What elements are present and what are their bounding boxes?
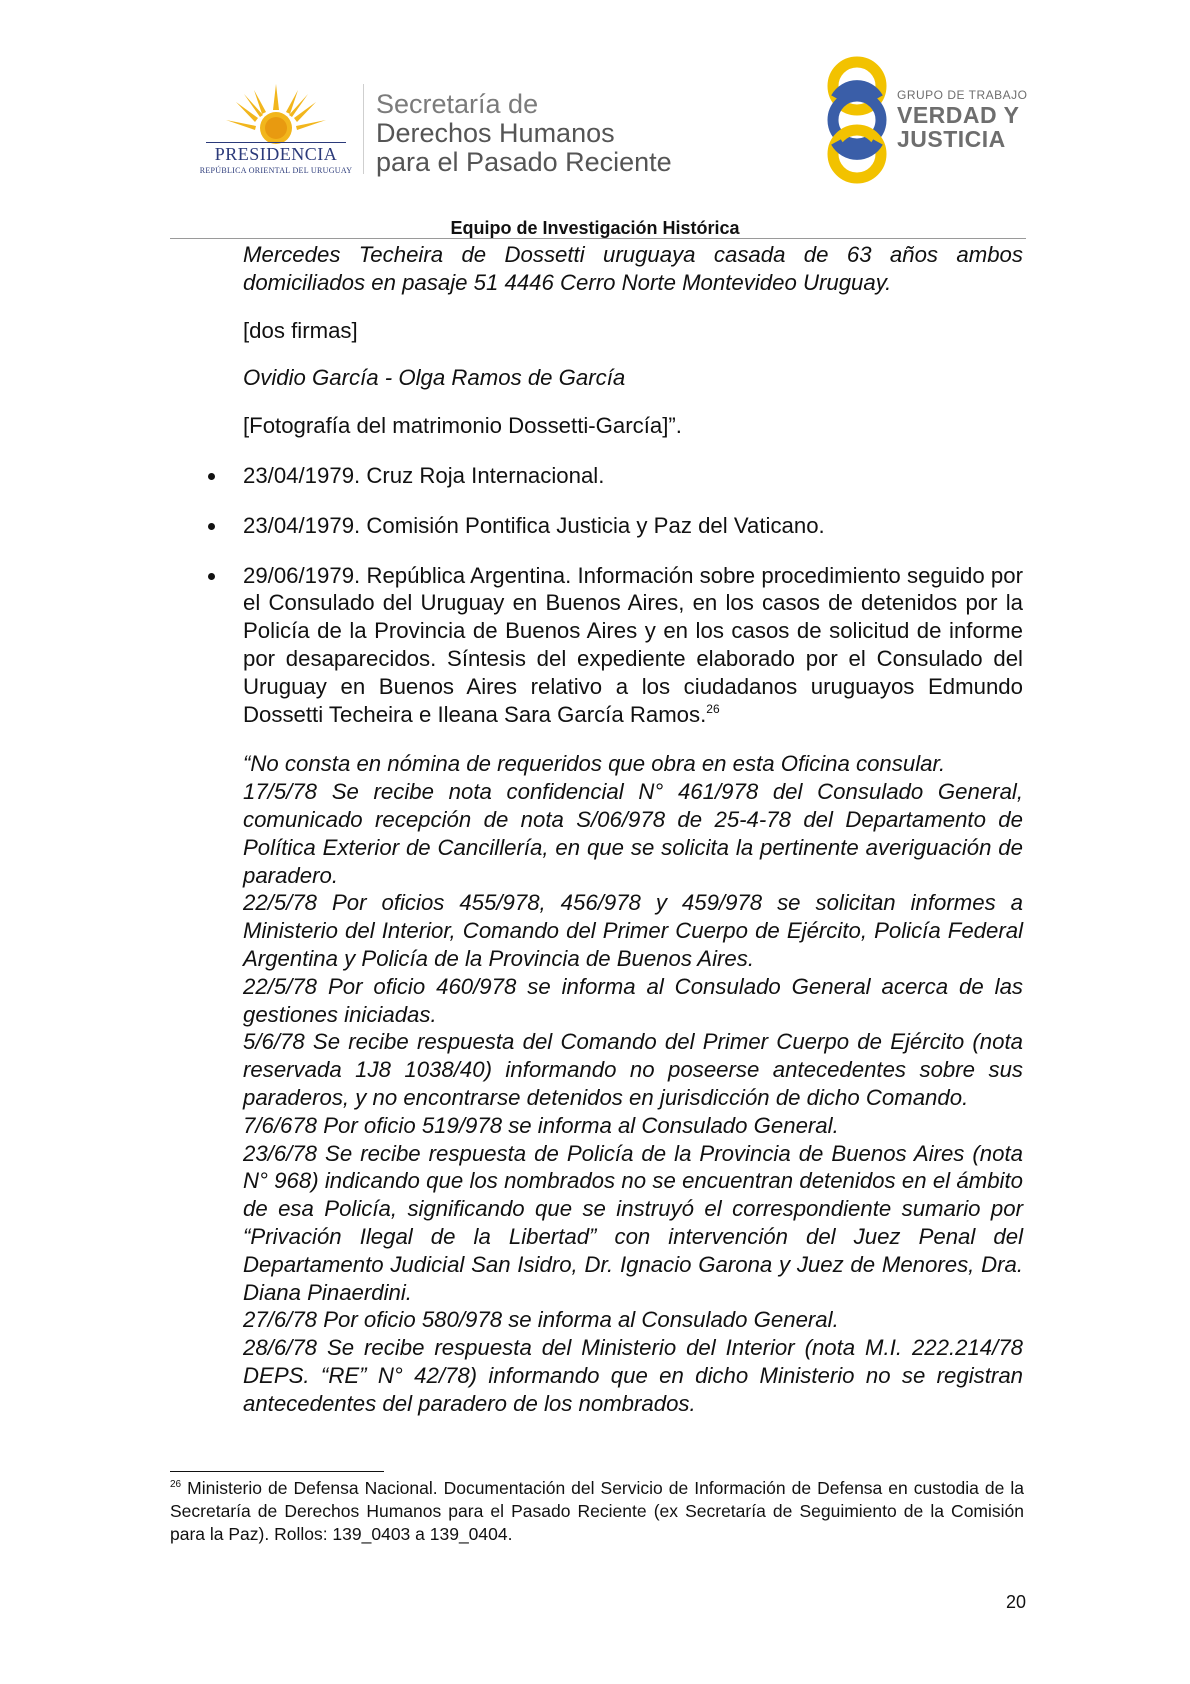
gt-justicia-label: JUSTICIA: [897, 126, 1006, 152]
presidencia-underline: [206, 142, 346, 143]
list-item-text: 23/04/1979. Cruz Roja Internacional.: [243, 462, 605, 488]
gt-grupo-label: GRUPO DE TRABAJO: [897, 88, 1028, 102]
team-title: Equipo de Investigación Histórica: [450, 218, 740, 238]
logo-divider: [363, 84, 364, 174]
footnote-separator: [170, 1471, 384, 1472]
footnote-reference: 26: [706, 701, 720, 716]
list-item-text: 23/04/1979. Comisión Pontifica Justicia y Paz del Vaticano.: [243, 512, 825, 538]
firmas-note: [dos firmas]: [243, 317, 358, 343]
presidencia-logo: [196, 82, 356, 182]
signatories-names: Ovidio García - Olga Ramos de García: [243, 365, 626, 391]
secretaria-line-2: Derechos Humanos: [376, 118, 615, 148]
sun-emblem-icon: [196, 82, 356, 144]
page-number: 20: [1005, 1592, 1026, 1612]
quote-line: 23/6/78 Se recibe respuesta de Policía de la Provincia de Buenos Aires (nota N° 968) indicando que los nombrados no se encuentran detenidos en el ámbito de esa Policía, significando que se instruyó el correspondiente sumario por “Privación Ilegal de la Libertad” con intervención del Juez Penal del Departamento Judicial San Isidro, Dr. Ignacio Garona y Juez de Menores, Dra. Diana Pinaerdini.: [243, 1140, 1023, 1305]
quote-line: 7/6/678 Por oficio 519/978 se informa al Consulado General.: [243, 1112, 839, 1138]
quote-line: 28/6/78 Se recibe respuesta del Ministerio del Interior (nota M.I. 222.214/78 DEPS. “RE” N° 42/78) informando que en dicho Ministerio no se registran antecedentes del paradero de los nombrados.: [243, 1335, 1023, 1416]
list-item: [243, 562, 1023, 729]
list-item: [243, 512, 1023, 540]
quote-line: 27/6/78 Por oficio 580/978 se informa al Consulado General.: [243, 1307, 839, 1333]
list-item-text: 29/06/1979. República Argentina. Información sobre procedimiento seguido por el Consulado del Uruguay en Buenos Aires, en los casos de detenidos por la Policía de la Provincia de Buenos Aires y en los casos de solicitud de informe por desaparecidos. Síntesis del expediente elaborado por el Consulado del Uruguay en Buenos Aires relativo a los ciudadanos uruguayos Edmundo Dossetti Techeira e Ileana Sara García Ramos.: [243, 562, 1023, 727]
photo-note: [Fotografía del matrimonio Dossetti-García]”.: [243, 413, 682, 439]
quote-line: 17/5/78 Se recibe nota confidencial N° 461/978 del Consulado General, comunicado recepción de nota S/06/978 de 25-4-78 del Departamento de Política Exterior de Cancillería, en que se solicita la pertinente averiguación de paradero.: [243, 779, 1023, 888]
footnote-number: 26: [170, 1479, 182, 1490]
continuation-paragraph: Mercedes Techeira de Dossetti uruguaya casada de 63 años ambos domiciliados en pasaje 51 4446 Cerro Norte Montevideo Uruguay.: [243, 242, 1023, 295]
quote-line: “No consta en nómina de requeridos que obra en esta Oficina consular.: [243, 751, 946, 777]
quote-line: 5/6/78 Se recibe respuesta del Comando del Primer Cuerpo de Ejército (nota reservada 1J8 1038/40) informando no poseerse antecedentes sobre sus paraderos, y no encontrarse detenidos en jurisdicción de dicho Comando.: [243, 1029, 1023, 1110]
page-header: [0, 0, 1190, 238]
quote-line: 22/5/78 Por oficios 455/978, 456/978 y 459/978 se solicitan informes a Ministerio del Interior, Comando del Primer Cuerpo de Ejército, Policía Federal Argentina y Policía de la Provincia de Buenos Aires.: [243, 890, 1023, 971]
presidencia-logo-subtext: REPÚBLICA ORIENTAL DEL URUGUAY: [199, 166, 353, 175]
bullet-icon: [208, 573, 215, 580]
presidencia-logo-text: PRESIDENCIA: [214, 144, 338, 164]
bullet-icon: [208, 473, 215, 480]
secretaria-line-1: Secretaría de: [376, 89, 539, 119]
document-body: [243, 241, 1023, 1417]
gt-verdad-label: VERDAD Y: [897, 102, 1020, 128]
interlocking-rings-icon: [822, 56, 892, 186]
list-item: [243, 462, 1023, 490]
footnote-text: Ministerio de Defensa Nacional. Documentación del Servicio de Información de Defensa en custodia de la Secretaría de Derechos Humanos para el Pasado Reciente (ex Secretaría de Seguimiento de la Comisión para la Paz). Rollos: 139_0403 a 139_0404.: [170, 1478, 1024, 1544]
quote-line: 22/5/78 Por oficio 460/978 se informa al Consulado General acerca de las gestiones iniciadas.: [243, 973, 1023, 1027]
secretaria-title: [376, 90, 672, 177]
verdad-justicia-logo: [822, 56, 1028, 186]
footnote: [170, 1477, 1024, 1546]
secretaria-line-3: para el Pasado Reciente: [376, 147, 672, 177]
header-rule: [170, 238, 1026, 239]
bullet-icon: [208, 523, 215, 530]
quoted-record: [243, 750, 1023, 1417]
